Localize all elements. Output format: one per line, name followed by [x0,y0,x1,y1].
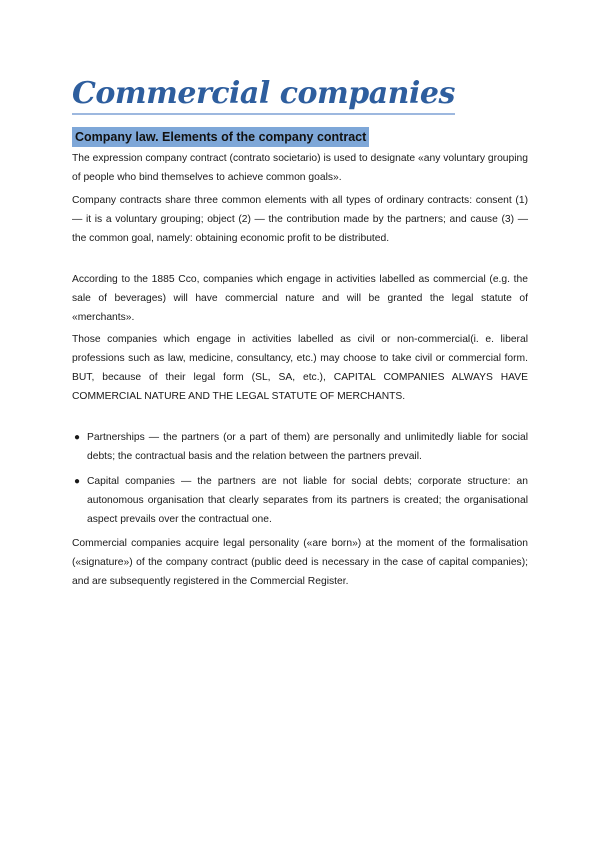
paragraph-civil-companies: Those companies which engage in activities labelled as civil or non-commercial(i. e. liberal professions such as law, medicine, consultancy, etc.) may choose to take civil or commercial form. BUT, because of their legal form (SL, SA, etc.), CAPITAL COMPANIES ALWAYS HAVE COMMERCIAL NATURE AND THE LEGAL STATUTE OF MERCHANTS. [72,334,528,402]
bullet-text: Partnerships — the partners (or a part of them) are personally and unlimitedly liable for social debts; the contractual basis and the relation between the partners prevail. [87,432,528,462]
paragraph-1885-cco: According to the 1885 Cco, companies which engage in activities labelled as commercial (e.g. the sale of beverages) will have commercial nature and will be granted the legal statute of «merchants». [72,274,528,323]
page-title: Commercial companies [72,76,455,115]
paragraph-definition: The expression company contract (contrato societario) is used to designate «any voluntary grouping of people who bind themselves to achieve common goals». [72,153,528,183]
bullet-icon: ● [74,432,81,443]
bullet-text: Capital companies — the partners are not liable for social debts; corporate structure: an autonomous organisation that clearly separates from its partners is created; the organisational aspect prevails over the contractual one. [87,476,528,525]
bullet-partnerships [72,428,528,466]
paragraph-common-elements: Company contracts share three common elements with all types of ordinary contracts: consent (1) — it is a voluntary grouping; object (2) — the contribution made by the partners; and cause (3) — the common goal, namely: obtaining economic profit to be distributed. [72,195,528,244]
section-heading: Company law. Elements of the company contract [72,127,369,147]
paragraph-legal-personality: Commercial companies acquire legal personality («are born») at the moment of the formalisation («signature») of the company contract (public deed is necessary in the case of capital companies); and are subsequently registered in the Commercial Register. [72,538,528,587]
bullet-capital-companies [72,472,528,529]
bullet-icon: ● [74,476,81,487]
